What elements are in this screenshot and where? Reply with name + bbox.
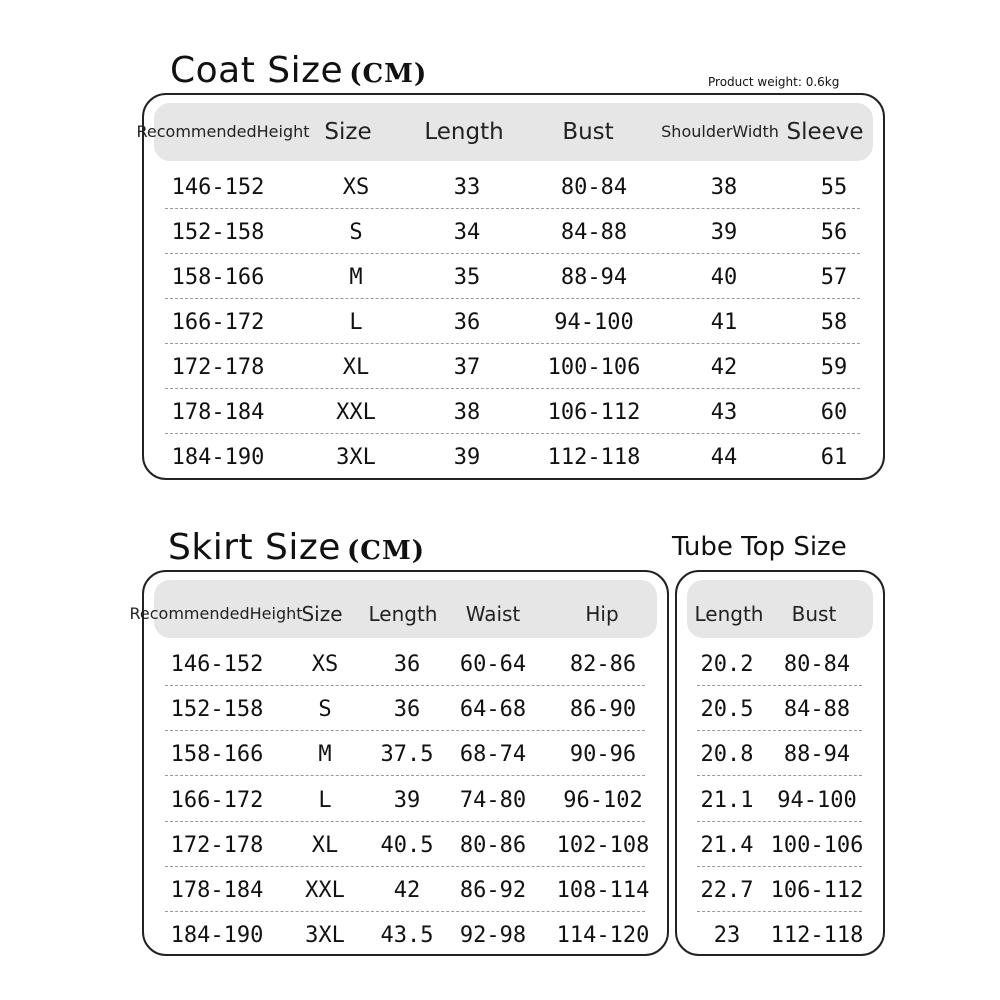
coat-header-size: Size	[324, 119, 372, 145]
coat-title-text: Coat Size	[170, 50, 344, 91]
coat-cell: S	[349, 220, 363, 245]
coat-row-divider	[165, 388, 860, 389]
skirt-cell: 108-114	[556, 878, 650, 903]
skirt-header-recommended-height: Recommended Height	[129, 604, 303, 623]
tube-cell: 23	[713, 923, 741, 949]
coat-cell: 59	[820, 355, 848, 380]
skirt-cell: 90-96	[569, 742, 637, 768]
coat-cell: XS	[342, 175, 370, 200]
skirt-cell: 114-120	[556, 923, 650, 949]
coat-cell: 106-112	[547, 400, 641, 425]
skirt-cell: 96-102	[563, 787, 643, 813]
coat-cell: L	[349, 310, 363, 335]
tube-cell: 21.4	[700, 832, 754, 858]
skirt-cell: 36	[393, 697, 421, 723]
tube-cell: 84-88	[783, 697, 851, 723]
coat-cell: 84-88	[560, 220, 628, 245]
coat-row-divider	[165, 253, 860, 254]
coat-header-length: Length	[424, 119, 504, 145]
coat-cell: 43	[710, 400, 738, 425]
skirt-cell: 68-74	[459, 742, 527, 768]
coat-cell: 184-190	[171, 445, 265, 470]
coat-header-sleeve: Sleeve	[786, 119, 864, 145]
skirt-cell: 178-184	[170, 878, 264, 903]
coat-row-divider	[165, 433, 860, 434]
coat-header-shoulder-width: Shoulder Width	[661, 122, 779, 141]
coat-cell: 44	[710, 445, 738, 470]
tube-cell: 20.5	[700, 697, 754, 723]
coat-cell: 94-100	[554, 310, 634, 335]
skirt-title	[168, 527, 425, 568]
skirt-cell: XS	[311, 652, 339, 677]
coat-cell: 146-152	[171, 175, 265, 200]
skirt-cell: 3XL	[305, 923, 345, 949]
coat-cell: 40	[710, 265, 738, 290]
skirt-row-divider	[165, 730, 645, 731]
skirt-cell: 74-80	[459, 787, 527, 813]
tube-row-divider	[697, 821, 862, 822]
tube-row-divider	[697, 911, 862, 912]
skirt-cell: 86-90	[569, 697, 637, 723]
coat-cell: XL	[342, 355, 370, 380]
skirt-row-divider	[165, 821, 645, 822]
coat-cell: 35	[453, 265, 481, 290]
tube-row-divider	[697, 730, 862, 731]
skirt-cell: S	[318, 697, 332, 723]
tube-cell: 20.8	[700, 742, 754, 768]
coat-unit: (CM)	[349, 59, 428, 89]
coat-cell: 3XL	[336, 445, 376, 470]
skirt-cell: XXL	[305, 878, 345, 903]
skirt-cell: 102-108	[556, 832, 650, 858]
skirt-row-divider	[165, 911, 645, 912]
tube-cell: 100-106	[770, 832, 864, 858]
coat-cell: 172-178	[171, 355, 265, 380]
skirt-cell: 42	[393, 878, 421, 903]
skirt-cell: 37.5	[380, 742, 434, 768]
coat-cell: 33	[453, 175, 481, 200]
coat-cell: 39	[453, 445, 481, 470]
skirt-cell: 36	[393, 652, 421, 677]
skirt-cell: 92-98	[459, 923, 527, 949]
coat-row-divider	[165, 343, 860, 344]
coat-cell: XXL	[336, 400, 376, 425]
coat-cell: 58	[820, 310, 848, 335]
tube-cell: 94-100	[777, 787, 857, 813]
coat-cell: 38	[710, 175, 738, 200]
coat-title	[170, 50, 427, 91]
coat-cell: 61	[820, 445, 848, 470]
skirt-unit: (CM)	[346, 536, 426, 566]
coat-cell: 80-84	[560, 175, 628, 200]
coat-cell: 60	[820, 400, 848, 425]
tube-title: Tube Top Size	[672, 532, 847, 562]
coat-cell: 88-94	[560, 265, 628, 290]
coat-header-bust: Bust	[562, 119, 614, 145]
skirt-cell: 40.5	[380, 832, 434, 858]
tube-cell: 106-112	[770, 878, 864, 903]
coat-cell: 55	[820, 175, 848, 200]
tube-cell: 22.7	[700, 878, 754, 903]
coat-row-divider	[165, 208, 860, 209]
tube-cell: 88-94	[783, 742, 851, 768]
tube-row-divider	[697, 685, 862, 686]
skirt-cell: 146-152	[170, 652, 264, 677]
skirt-cell: M	[318, 742, 332, 768]
tube-cell: 80-84	[783, 652, 851, 677]
skirt-cell: XL	[311, 832, 339, 858]
skirt-cell: 82-86	[569, 652, 637, 677]
coat-cell: 36	[453, 310, 481, 335]
coat-cell: 100-106	[547, 355, 641, 380]
skirt-cell: 64-68	[459, 697, 527, 723]
tube-cell: 112-118	[770, 923, 864, 949]
coat-cell: 178-184	[171, 400, 265, 425]
coat-header-recommended-height: Recommended Height	[136, 122, 310, 141]
skirt-header-waist: Waist	[465, 602, 521, 626]
tube-cell: 21.1	[700, 787, 754, 813]
coat-cell: 39	[710, 220, 738, 245]
coat-cell: 37	[453, 355, 481, 380]
coat-cell: M	[349, 265, 363, 290]
skirt-cell: 60-64	[459, 652, 527, 677]
skirt-cell: 184-190	[170, 923, 264, 949]
skirt-title-text: Skirt Size	[168, 527, 341, 568]
skirt-cell: 166-172	[170, 787, 264, 813]
skirt-header-size: Size	[301, 602, 343, 626]
coat-cell: 166-172	[171, 310, 265, 335]
skirt-cell: 172-178	[170, 832, 264, 858]
coat-cell: 34	[453, 220, 481, 245]
tube-header-bust: Bust	[791, 602, 837, 626]
skirt-row-divider	[165, 685, 645, 686]
coat-cell: 152-158	[171, 220, 265, 245]
skirt-header-hip: Hip	[585, 602, 619, 626]
product-weight: Product weight: 0.6kg	[708, 75, 840, 89]
coat-cell: 56	[820, 220, 848, 245]
skirt-cell: 80-86	[459, 832, 527, 858]
skirt-cell: 43.5	[380, 923, 434, 949]
skirt-cell: 158-166	[170, 742, 264, 768]
tube-cell: 20.2	[700, 652, 754, 677]
skirt-cell: 152-158	[170, 697, 264, 723]
skirt-cell: 39	[393, 787, 421, 813]
tube-row-divider	[697, 775, 862, 776]
coat-cell: 57	[820, 265, 848, 290]
coat-row-divider	[165, 298, 860, 299]
coat-cell: 158-166	[171, 265, 265, 290]
coat-cell: 112-118	[547, 445, 641, 470]
skirt-cell: 86-92	[459, 878, 527, 903]
skirt-header-length: Length	[368, 602, 438, 626]
coat-cell: 41	[710, 310, 738, 335]
coat-cell: 42	[710, 355, 738, 380]
skirt-row-divider	[165, 866, 645, 867]
skirt-cell: L	[318, 787, 332, 813]
skirt-row-divider	[165, 775, 645, 776]
coat-cell: 38	[453, 400, 481, 425]
tube-row-divider	[697, 866, 862, 867]
tube-header-length: Length	[694, 602, 764, 626]
